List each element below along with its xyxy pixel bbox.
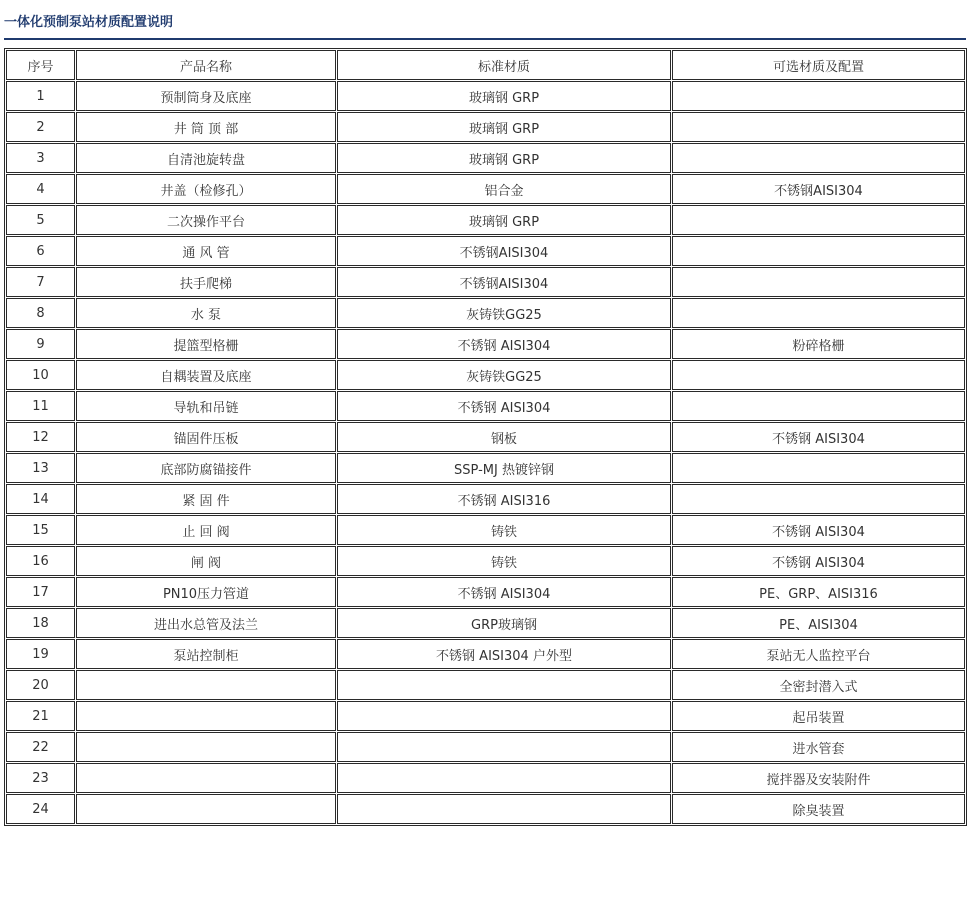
cell-optional-material: 粉碎格栅	[672, 329, 965, 359]
cell-index: 5	[6, 205, 75, 235]
cell-product-name: 通 风 管	[76, 236, 336, 266]
cell-standard-material: 不锈钢 AISI304	[337, 577, 671, 607]
cell-index: 6	[6, 236, 75, 266]
cell-optional-material: 不锈钢AISI304	[672, 174, 965, 204]
header-standard-material: 标准材质	[337, 50, 671, 80]
cell-standard-material: 玻璃钢 GRP	[337, 112, 671, 142]
table-row	[6, 701, 965, 731]
cell-standard-material: SSP-MJ 热镀锌钢	[337, 453, 671, 483]
cell-product-name: 井盖（检修孔）	[76, 174, 336, 204]
cell-standard-material: 不锈钢 AISI304 户外型	[337, 639, 671, 669]
cell-product-name: 预制筒身及底座	[76, 81, 336, 111]
cell-product-name	[76, 701, 336, 731]
cell-index: 14	[6, 484, 75, 514]
cell-optional-material	[672, 391, 965, 421]
cell-index: 13	[6, 453, 75, 483]
cell-product-name: 井 筒 顶 部	[76, 112, 336, 142]
cell-optional-material: 进水管套	[672, 732, 965, 762]
cell-index: 9	[6, 329, 75, 359]
cell-optional-material	[672, 236, 965, 266]
material-config-table	[4, 48, 967, 826]
cell-product-name: 闸 阀	[76, 546, 336, 576]
cell-standard-material: 不锈钢 AISI304	[337, 329, 671, 359]
cell-index: 12	[6, 422, 75, 452]
cell-standard-material: 不锈钢 AISI304	[337, 391, 671, 421]
table-row	[6, 236, 965, 266]
cell-standard-material: 灰铸铁GG25	[337, 298, 671, 328]
cell-optional-material	[672, 143, 965, 173]
cell-index: 7	[6, 267, 75, 297]
cell-index: 21	[6, 701, 75, 731]
table-row	[6, 670, 965, 700]
table-row	[6, 174, 965, 204]
cell-standard-material: 不锈钢 AISI316	[337, 484, 671, 514]
cell-index: 2	[6, 112, 75, 142]
cell-optional-material: 全密封潜入式	[672, 670, 965, 700]
header-index: 序号	[6, 50, 75, 80]
cell-product-name: 泵站控制柜	[76, 639, 336, 669]
cell-index: 11	[6, 391, 75, 421]
cell-product-name: 底部防腐锚接件	[76, 453, 336, 483]
cell-standard-material: 玻璃钢 GRP	[337, 205, 671, 235]
table-row	[6, 794, 965, 824]
cell-optional-material	[672, 360, 965, 390]
cell-product-name	[76, 763, 336, 793]
cell-index: 18	[6, 608, 75, 638]
cell-optional-material	[672, 298, 965, 328]
cell-index: 10	[6, 360, 75, 390]
cell-optional-material	[672, 205, 965, 235]
title-divider	[4, 38, 966, 40]
cell-product-name: 止 回 阀	[76, 515, 336, 545]
table-row	[6, 453, 965, 483]
cell-index: 8	[6, 298, 75, 328]
cell-standard-material: 灰铸铁GG25	[337, 360, 671, 390]
table-row	[6, 81, 965, 111]
cell-standard-material: 不锈钢AISI304	[337, 267, 671, 297]
cell-product-name: 自耦装置及底座	[76, 360, 336, 390]
table-row	[6, 484, 965, 514]
header-optional-material: 可选材质及配置	[672, 50, 965, 80]
cell-standard-material	[337, 763, 671, 793]
cell-product-name	[76, 670, 336, 700]
table-row	[6, 360, 965, 390]
cell-product-name: 提篮型格栅	[76, 329, 336, 359]
table-body	[6, 50, 965, 824]
header-product-name: 产品名称	[76, 50, 336, 80]
table-row	[6, 205, 965, 235]
table-row	[6, 608, 965, 638]
cell-product-name: 自清池旋转盘	[76, 143, 336, 173]
cell-standard-material: 铸铁	[337, 546, 671, 576]
cell-product-name: 紧 固 件	[76, 484, 336, 514]
cell-optional-material	[672, 453, 965, 483]
cell-standard-material	[337, 732, 671, 762]
cell-optional-material: 除臭装置	[672, 794, 965, 824]
cell-product-name: PN10压力管道	[76, 577, 336, 607]
cell-optional-material	[672, 267, 965, 297]
cell-standard-material: 不锈钢AISI304	[337, 236, 671, 266]
cell-product-name: 二次操作平台	[76, 205, 336, 235]
cell-optional-material	[672, 112, 965, 142]
cell-optional-material	[672, 484, 965, 514]
cell-index: 22	[6, 732, 75, 762]
table-row	[6, 329, 965, 359]
cell-index: 17	[6, 577, 75, 607]
cell-standard-material: 钢板	[337, 422, 671, 452]
cell-product-name	[76, 732, 336, 762]
page-title: 一体化预制泵站材质配置说明	[4, 15, 174, 30]
cell-optional-material: 不锈钢 AISI304	[672, 546, 965, 576]
cell-standard-material	[337, 794, 671, 824]
cell-index: 4	[6, 174, 75, 204]
cell-index: 3	[6, 143, 75, 173]
cell-optional-material: 起吊装置	[672, 701, 965, 731]
cell-product-name: 进出水总管及法兰	[76, 608, 336, 638]
table-header-row	[6, 50, 965, 80]
table-row	[6, 763, 965, 793]
cell-standard-material: 玻璃钢 GRP	[337, 143, 671, 173]
table-row	[6, 546, 965, 576]
table-row	[6, 732, 965, 762]
cell-standard-material: GRP玻璃钢	[337, 608, 671, 638]
cell-product-name: 锚固件压板	[76, 422, 336, 452]
cell-optional-material: 不锈钢 AISI304	[672, 515, 965, 545]
cell-product-name: 水 泵	[76, 298, 336, 328]
cell-product-name	[76, 794, 336, 824]
cell-optional-material: PE、GRP、AISI316	[672, 577, 965, 607]
cell-optional-material: PE、AISI304	[672, 608, 965, 638]
table-row	[6, 391, 965, 421]
table-row	[6, 639, 965, 669]
table-row	[6, 298, 965, 328]
cell-standard-material: 铝合金	[337, 174, 671, 204]
table-row	[6, 112, 965, 142]
table-row	[6, 577, 965, 607]
cell-optional-material: 搅拌器及安装附件	[672, 763, 965, 793]
cell-optional-material	[672, 81, 965, 111]
table-row	[6, 422, 965, 452]
cell-optional-material: 不锈钢 AISI304	[672, 422, 965, 452]
cell-index: 1	[6, 81, 75, 111]
cell-index: 20	[6, 670, 75, 700]
cell-index: 23	[6, 763, 75, 793]
cell-optional-material: 泵站无人监控平台	[672, 639, 965, 669]
cell-index: 24	[6, 794, 75, 824]
cell-standard-material	[337, 670, 671, 700]
table-row	[6, 515, 965, 545]
cell-standard-material	[337, 701, 671, 731]
cell-product-name: 扶手爬梯	[76, 267, 336, 297]
cell-index: 15	[6, 515, 75, 545]
table-row	[6, 267, 965, 297]
cell-index: 16	[6, 546, 75, 576]
cell-standard-material: 铸铁	[337, 515, 671, 545]
cell-standard-material: 玻璃钢 GRP	[337, 81, 671, 111]
cell-product-name: 导轨和吊链	[76, 391, 336, 421]
table-row	[6, 143, 965, 173]
cell-index: 19	[6, 639, 75, 669]
